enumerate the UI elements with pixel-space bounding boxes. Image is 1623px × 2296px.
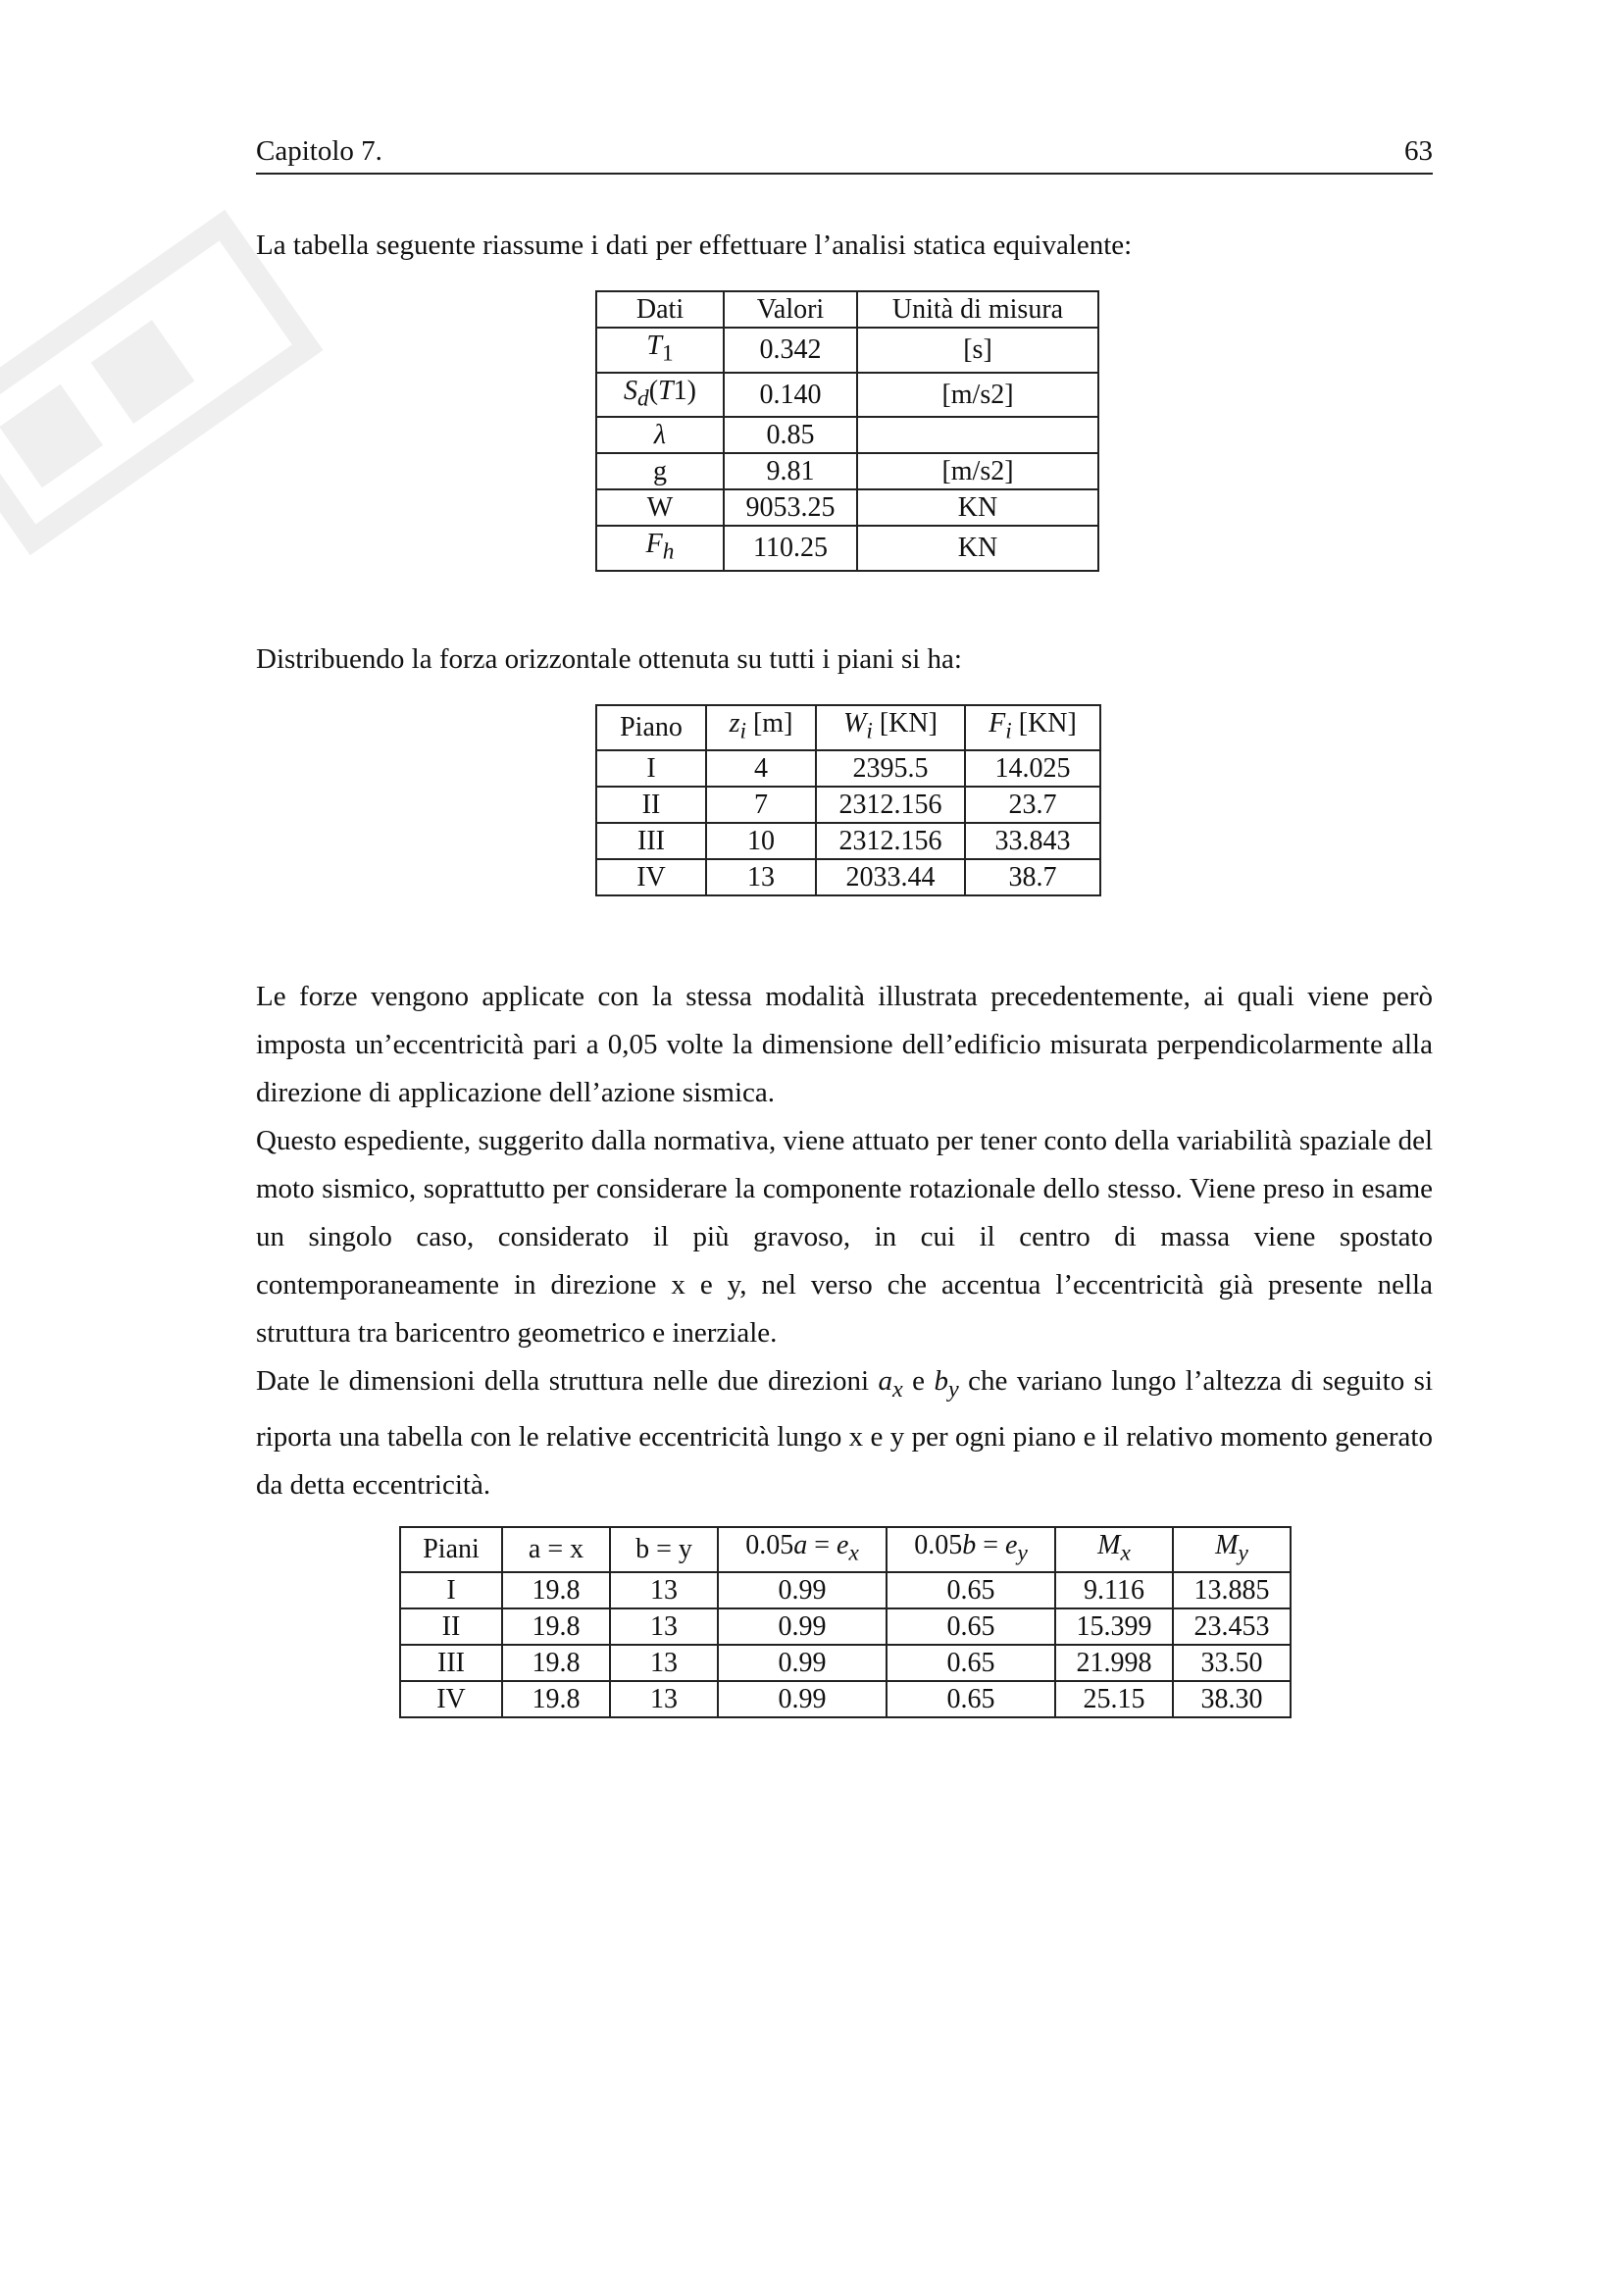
table-row [596,823,1100,859]
cell: 0.99 [718,1608,887,1645]
table-row [596,526,1098,571]
cell-unit [857,417,1098,453]
cell: 2312.156 [816,823,965,859]
cell: 0.65 [887,1572,1055,1608]
cell: 25.15 [1055,1681,1173,1717]
cell: 15.399 [1055,1608,1173,1645]
eccentricity-table [399,1526,1292,1718]
cell: I [596,750,706,787]
cell: 33.50 [1173,1645,1291,1681]
cell-name: $T_1$ [596,328,724,373]
cell: 2312.156 [816,787,965,823]
cell: 13 [610,1572,718,1608]
cell: 0.99 [718,1681,887,1717]
table-row [596,453,1098,489]
cell-name: g [596,453,724,489]
cell: 0.65 [887,1608,1055,1645]
column-header: b = y [610,1527,718,1572]
cell: 0.65 [887,1681,1055,1717]
table-row [596,859,1100,895]
intro-paragraph: La tabella seguente riassume i dati per effettuare l’analisi statica equivalente: [256,230,1133,261]
cell: 0.99 [718,1645,887,1681]
cell-name: $F_h$ [596,526,724,571]
column-header: a = x [502,1527,610,1572]
cell-name: λ [596,417,724,453]
table-row [400,1645,1291,1681]
cell: 14.025 [965,750,1100,787]
cell: 2033.44 [816,859,965,895]
column-header: $z_i$ [m] [706,705,816,750]
column-header: Unità di misura [857,291,1098,328]
cell: 13 [610,1681,718,1717]
cell: IV [400,1681,502,1717]
cell: II [596,787,706,823]
cell: 4 [706,750,816,787]
cell: 19.8 [502,1572,610,1608]
cell: 38.7 [965,859,1100,895]
cell-unit: [s] [857,328,1098,373]
body-paragraph-1: Le forze vengono applicate con la stessa modalità illustrata precedentemente, ai quali viene però imposta un’eccentricità pari a 0,05 volte la dimensione dell’edificio misurata perpendicolarmente alla direzione di applicazione dell’azione sismica. [256,981,1433,1108]
cell-unit: KN [857,526,1098,571]
cell: 13.885 [1173,1572,1291,1608]
column-header: Dati [596,291,724,328]
cell-value: 110.25 [724,526,857,571]
floor-forces-table [595,704,1101,896]
cell-name: W [596,489,724,526]
table-header-row [596,705,1100,750]
cell: 13 [610,1608,718,1645]
cell-unit: [m/s2] [857,373,1098,418]
cell: 19.8 [502,1681,610,1717]
cell: 2395.5 [816,750,965,787]
column-header: $0.05a = e_x$ [718,1527,887,1572]
cell: 21.998 [1055,1645,1173,1681]
cell: 7 [706,787,816,823]
table-row [596,328,1098,373]
cell-unit: [m/s2] [857,453,1098,489]
column-header: Piano [596,705,706,750]
cell: IV [596,859,706,895]
body-paragraph-3: Date le dimensioni della struttura nelle due direzioni $a_x$ e $b_y$ che variano lungo l’altezza di seguito si riporta una tabella con le relative eccentricità lungo x e y per ogni piano e il relativo momento generato da detta eccentricità. [256,1365,1434,1501]
cell: 10 [706,823,816,859]
column-header: $M_x$ [1055,1527,1173,1572]
cell: 19.8 [502,1608,610,1645]
cell-unit: KN [857,489,1098,526]
column-header: $W_i$ [KN] [816,705,965,750]
cell-value: 9053.25 [724,489,857,526]
table-header-row [400,1527,1291,1572]
cell-value: 9.81 [724,453,857,489]
cell: 0.99 [718,1572,887,1608]
table-row [596,417,1098,453]
cell: 9.116 [1055,1572,1173,1608]
cell: 13 [610,1645,718,1681]
cell: 19.8 [502,1645,610,1681]
cell: III [400,1645,502,1681]
cell-value: 0.140 [724,373,857,418]
distribution-paragraph: Distribuendo la forza orizzontale ottenuta su tutti i piani si ha: [256,643,962,675]
static-analysis-data-table [595,290,1099,572]
cell: 23.7 [965,787,1100,823]
table-row [400,1572,1291,1608]
cell-value: 0.342 [724,328,857,373]
cell: 0.65 [887,1645,1055,1681]
table-row [596,489,1098,526]
cell-value: 0.85 [724,417,857,453]
cell: II [400,1608,502,1645]
chapter-title: Capitolo 7. [256,135,382,167]
column-header: $0.05b = e_y$ [887,1527,1055,1572]
column-header: $F_i$ [KN] [965,705,1100,750]
watermark-logo [0,123,387,641]
table-header-row [596,291,1098,328]
page-header [256,133,1433,175]
column-header: Piani [400,1527,502,1572]
table-row [400,1608,1291,1645]
table-row [400,1681,1291,1717]
cell: 33.843 [965,823,1100,859]
cell: III [596,823,706,859]
table-row [596,373,1098,418]
column-header: Valori [724,291,857,328]
page-number: 63 [1404,135,1433,167]
body-paragraph-2: Questo espediente, suggerito dalla normativa, viene attuato per tener conto della variabilità spaziale del moto sismico, soprattutto per considerare la componente rotazionale dello stesso. Viene preso in esame un singolo caso, considerato il più gravoso, in cui il centro di massa viene spostato contemporaneamente in direzione x e y, nel verso che accentua l’eccentricità già presente nella struttura tra baricentro geometrico e inerziale. [256,1125,1433,1349]
cell: 13 [706,859,816,895]
table-row [596,787,1100,823]
table-row [596,750,1100,787]
cell: I [400,1572,502,1608]
column-header: $M_y$ [1173,1527,1291,1572]
cell: 23.453 [1173,1608,1291,1645]
cell: 38.30 [1173,1681,1291,1717]
cell-name: $S_d(T1)$ [596,373,724,418]
